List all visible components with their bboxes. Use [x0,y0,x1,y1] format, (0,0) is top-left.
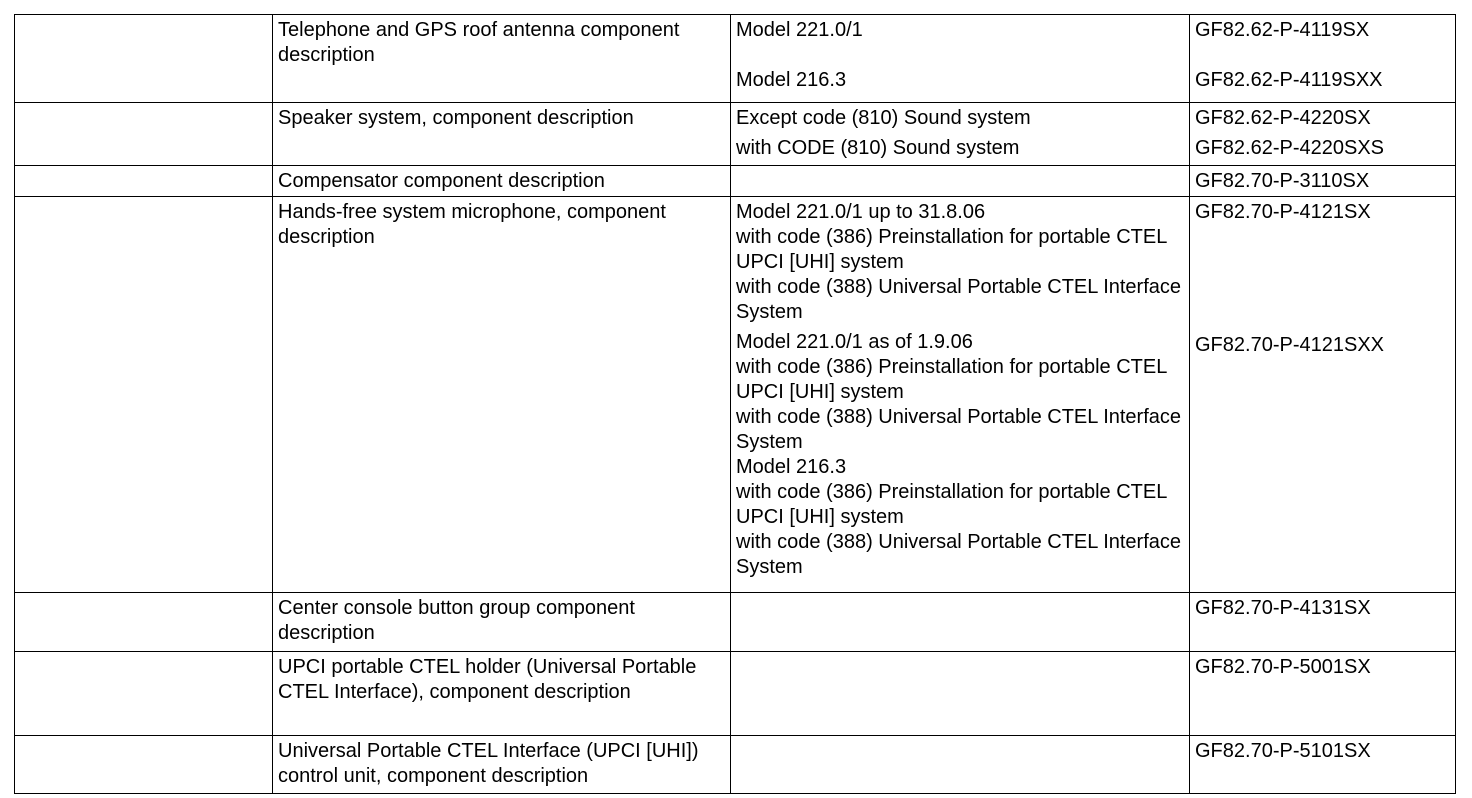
description-cell [273,593,731,652]
table-row [15,652,1456,736]
description-cell [273,166,731,197]
condition-line: Model 216.3 [736,69,847,91]
document-cell [1190,197,1456,593]
document-cell [1190,103,1456,166]
condition-line: with code (386) Preinstallation for portable CTEL UPCI [UHI] system [736,356,1167,403]
condition-line: with code (388) Universal Portable CTEL Interface System [736,276,1182,323]
blank-cell [15,736,273,794]
blank-cell [15,652,273,736]
condition-line: Model 221.0/1 [736,19,863,41]
condition-line: Model 216.3 [736,456,847,478]
document-cell [1190,736,1456,794]
document-reference: GF82.62-P-4119SX [1195,19,1370,41]
document-reference: GF82.62-P-4119SXX [1195,69,1383,91]
table-row [15,166,1456,197]
document-cell [1190,166,1456,197]
document-reference: GF82.70-P-5001SX [1195,656,1371,678]
description-cell [273,103,731,166]
condition-line: with code (388) Universal Portable CTEL Interface System [736,406,1182,453]
table-row [15,593,1456,652]
document-reference: GF82.70-P-5101SX [1195,740,1371,762]
blank-cell [15,15,273,103]
condition-cell [731,593,1190,652]
component-description: Center console button group component description [278,597,635,644]
condition-cell [731,652,1190,736]
component-description: Compensator component description [278,170,605,192]
document-reference: GF82.70-P-4121SXX [1195,334,1384,356]
table-row [15,103,1456,166]
table-row [15,15,1456,103]
document-reference: GF82.70-P-4121SX [1195,201,1371,223]
description-cell [273,652,731,736]
document-reference: GF82.62-P-4220SX [1195,107,1371,129]
document-reference: GF82.62-P-4220SXS [1195,137,1384,159]
description-cell [273,15,731,103]
condition-cell [731,103,1190,166]
condition-cell [731,197,1190,593]
condition-line: Model 221.0/1 as of 1.9.06 [736,331,973,353]
component-description: Telephone and GPS roof antenna component description [278,19,680,66]
document-cell [1190,652,1456,736]
table-row [15,736,1456,794]
condition-cell [731,15,1190,103]
description-cell [273,736,731,794]
blank-cell [15,103,273,166]
condition-line: with code (386) Preinstallation for portable CTEL UPCI [UHI] system [736,481,1167,528]
component-description: UPCI portable CTEL holder (Universal Portable CTEL Interface), component description [278,656,697,703]
document-cell [1190,15,1456,103]
document-cell [1190,593,1456,652]
component-description: Speaker system, component description [278,107,634,129]
document-reference: GF82.70-P-4131SX [1195,597,1371,619]
document-reference: GF82.70-P-3110SX [1195,170,1370,192]
condition-line: with code (388) Universal Portable CTEL Interface System [736,531,1182,578]
condition-cell [731,166,1190,197]
description-cell [273,197,731,593]
condition-line: with code (386) Preinstallation for portable CTEL UPCI [UHI] system [736,226,1167,273]
component-description: Hands-free system microphone, component description [278,201,666,248]
condition-cell [731,736,1190,794]
condition-line: Except code (810) Sound system [736,107,1031,129]
blank-cell [15,593,273,652]
blank-cell [15,166,273,197]
component-description: Universal Portable CTEL Interface (UPCI [UHI]) control unit, component description [278,740,699,787]
table-row [15,197,1456,593]
reference-table [14,14,1456,794]
condition-line: with CODE (810) Sound system [736,137,1020,159]
blank-cell [15,197,273,593]
condition-line: Model 221.0/1 up to 31.8.06 [736,201,986,223]
